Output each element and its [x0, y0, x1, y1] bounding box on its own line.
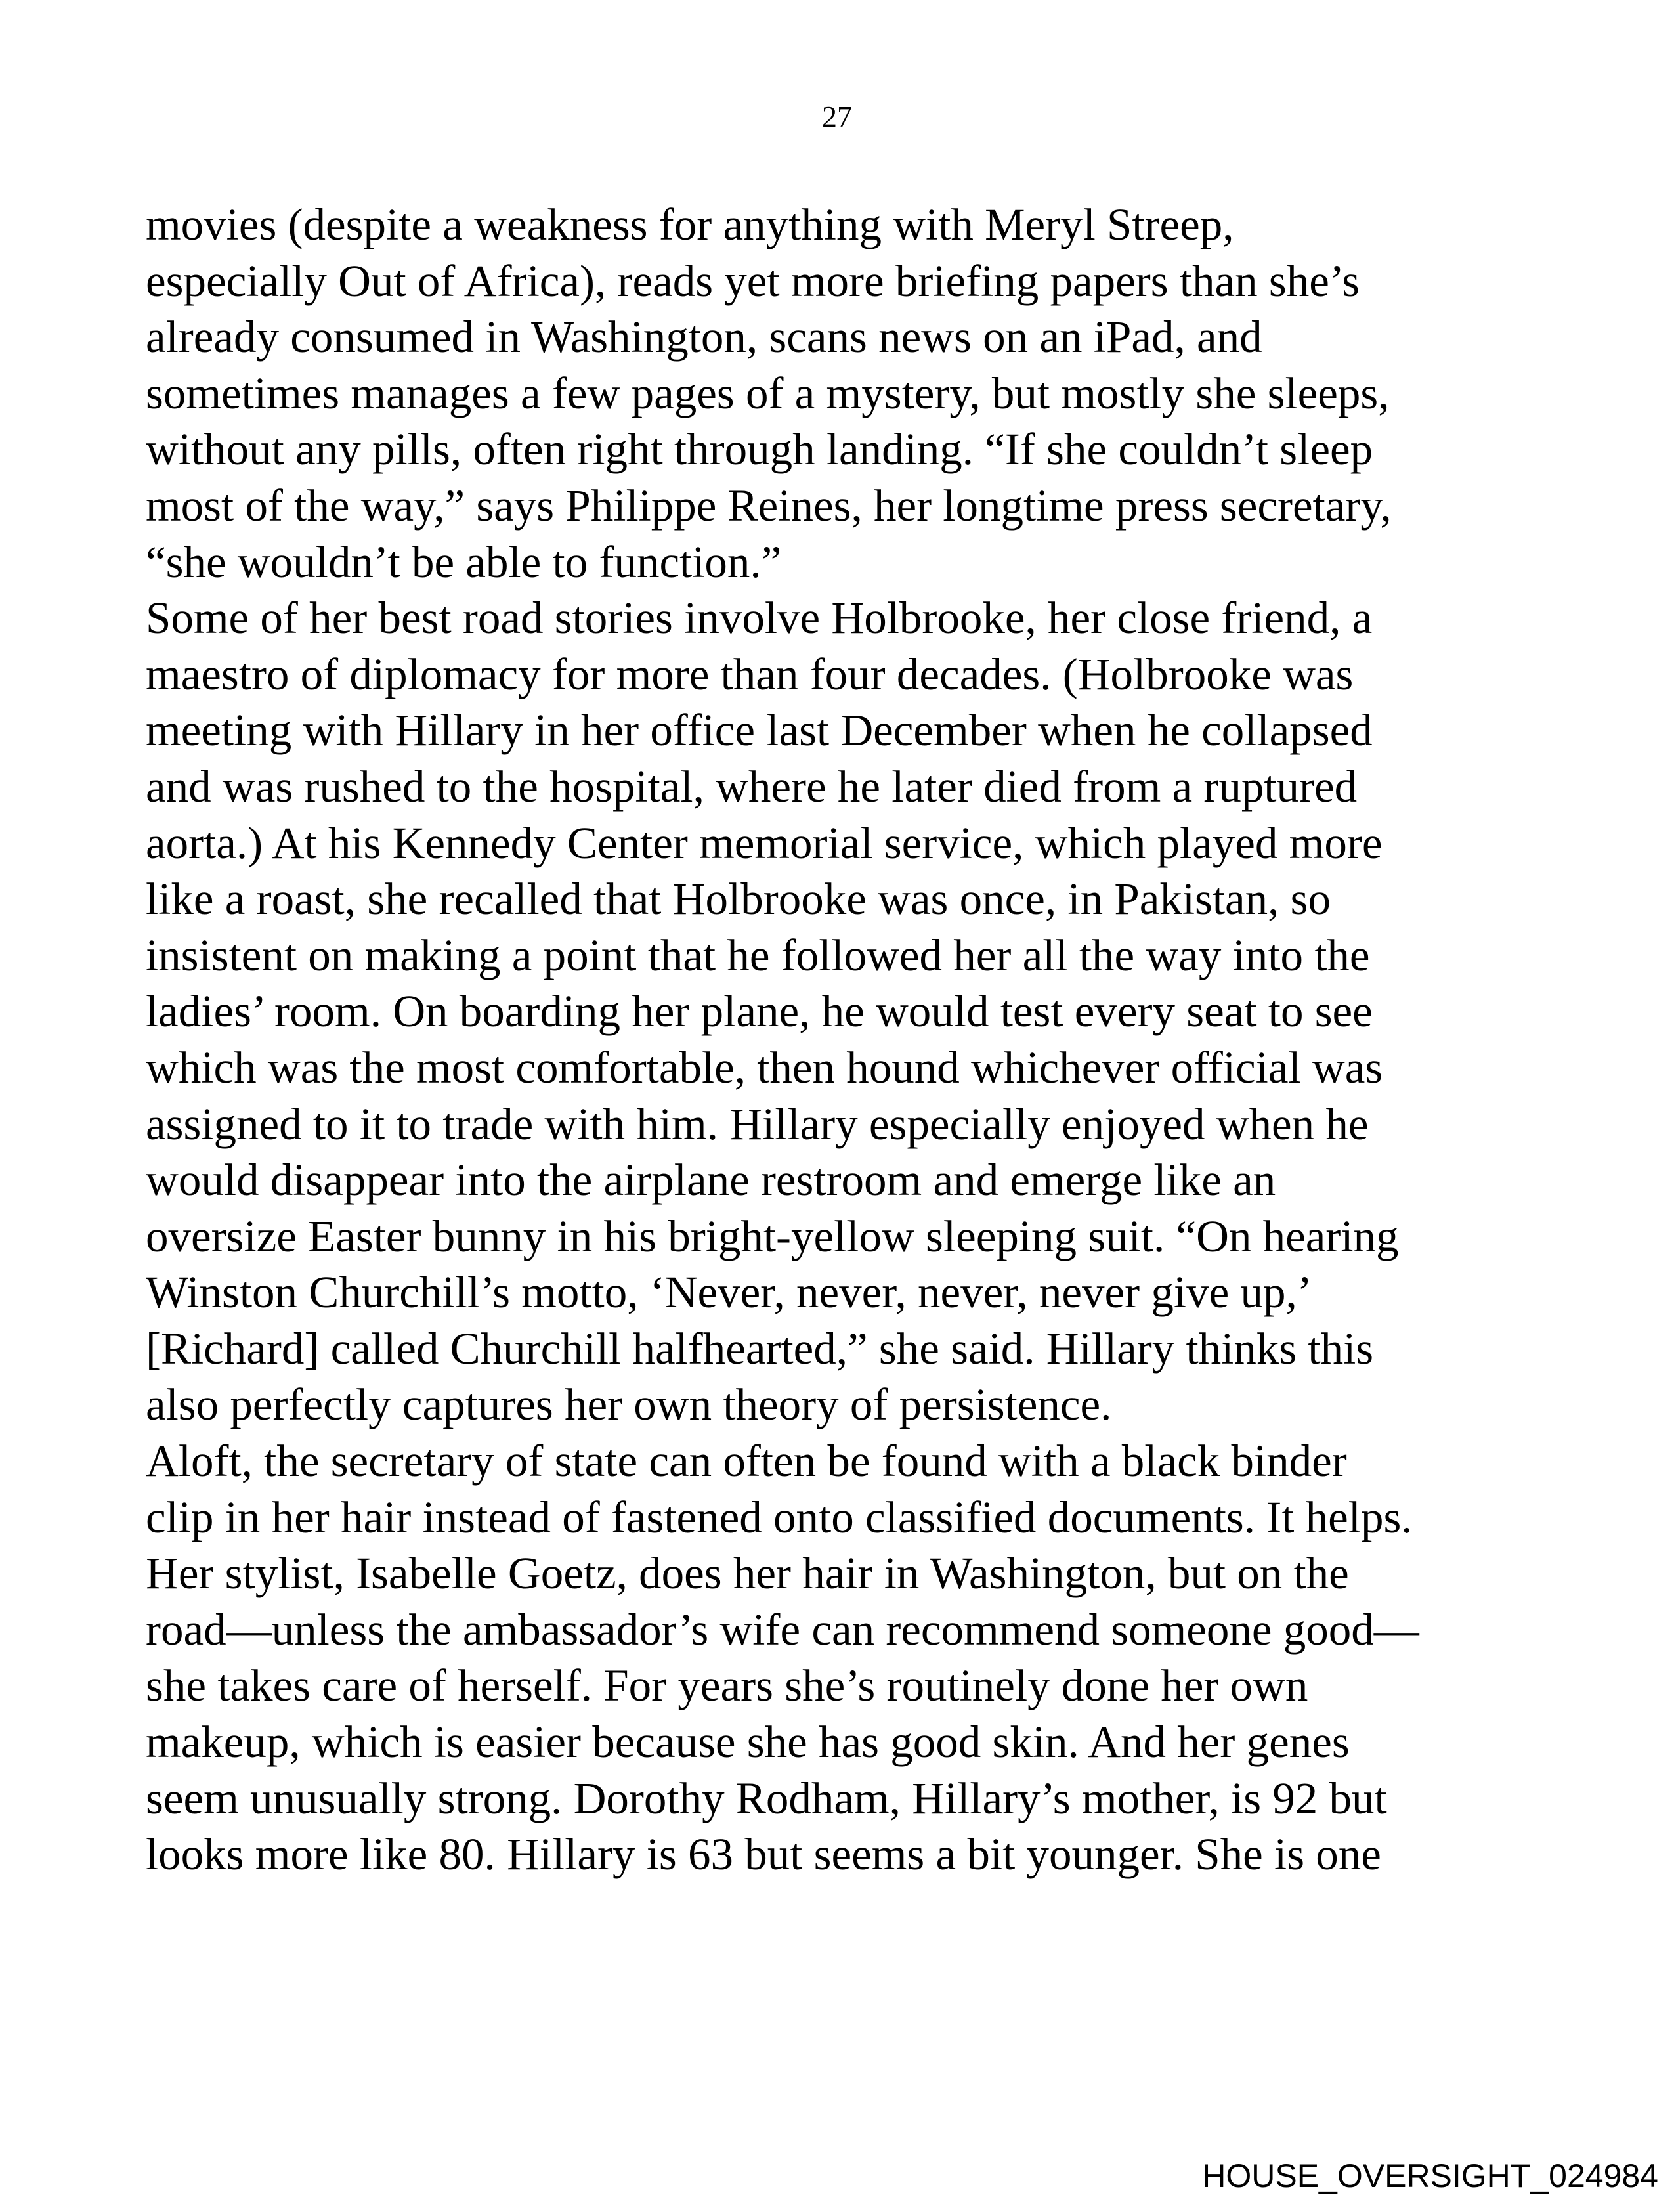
text-line: “she wouldn’t be able to function.”	[146, 536, 782, 587]
text-line: most of the way,” says Philippe Reines, her longtime press secretary,	[146, 480, 1392, 531]
text-line: seem unusually strong. Dorothy Rodham, Hillary’s mother, is 92 but	[146, 1773, 1387, 1823]
text-line: Her stylist, Isabelle Goetz, does her hair in Washington, but on the	[146, 1548, 1349, 1599]
text-line: clip in her hair instead of fastened onto classified documents. It helps.	[146, 1492, 1413, 1542]
text-line: movies (despite a weakness for anything with Meryl Streep,	[146, 200, 1234, 249]
document-id-footer: HOUSE_OVERSIGHT_024984	[1202, 2158, 1658, 2194]
text-line: meeting with Hillary in her office last December when he collapsed	[146, 705, 1373, 756]
text-line: makeup, which is easier because she has good skin. And her genes	[146, 1717, 1350, 1767]
text-line: Aloft, the secretary of state can often be found with a black binder	[146, 1436, 1347, 1486]
text-line: assigned to it to trade with him. Hillary especially enjoyed when he	[146, 1098, 1369, 1149]
text-line: oversize Easter bunny in his bright-yellow sleeping suit. “On hearing	[146, 1211, 1399, 1261]
text-line: already consumed in Washington, scans news on an iPad, and	[146, 312, 1262, 362]
page-number: 27	[822, 100, 852, 133]
body-text	[146, 197, 1590, 1883]
text-line: [Richard] called Churchill halfhearted,” she said. Hillary thinks this	[146, 1323, 1374, 1374]
text-line: which was the most comfortable, then hound whichever official was	[146, 1042, 1383, 1093]
text-line: would disappear into the airplane restroom and emerge like an	[146, 1155, 1276, 1205]
text-line: sometimes manages a few pages of a mystery, but mostly she sleeps,	[146, 368, 1390, 418]
text-line: Winston Churchill’s motto, ‘Never, never, never, never give up,’	[146, 1267, 1312, 1318]
text-line: maestro of diplomacy for more than four decades. (Holbrooke was	[146, 649, 1354, 699]
text-line: also perfectly captures her own theory of persistence.	[146, 1379, 1112, 1430]
text-line: and was rushed to the hospital, where he later died from a ruptured	[146, 761, 1358, 812]
text-line: insistent on making a point that he followed her all the way into the	[146, 930, 1370, 980]
text-line: aorta.) At his Kennedy Center memorial service, which played more	[146, 817, 1383, 868]
text-line: ladies’ room. On boarding her plane, he would test every seat to see	[146, 986, 1373, 1037]
text-line: looks more like 80. Hillary is 63 but seems a bit younger. She is one	[146, 1829, 1381, 1880]
text-line: Some of her best road stories involve Holbrooke, her close friend, a	[146, 593, 1373, 643]
text-line: road—unless the ambassador’s wife can recommend someone good—	[146, 1604, 1419, 1655]
text-line: she takes care of herself. For years she’s routinely done her own	[146, 1660, 1308, 1711]
text-line: without any pills, often right through landing. “If she couldn’t sleep	[146, 424, 1373, 475]
text-line: especially Out of Africa), reads yet more briefing papers than she’s	[146, 255, 1360, 306]
text-line: like a roast, she recalled that Holbrooke was once, in Pakistan, so	[146, 874, 1331, 924]
